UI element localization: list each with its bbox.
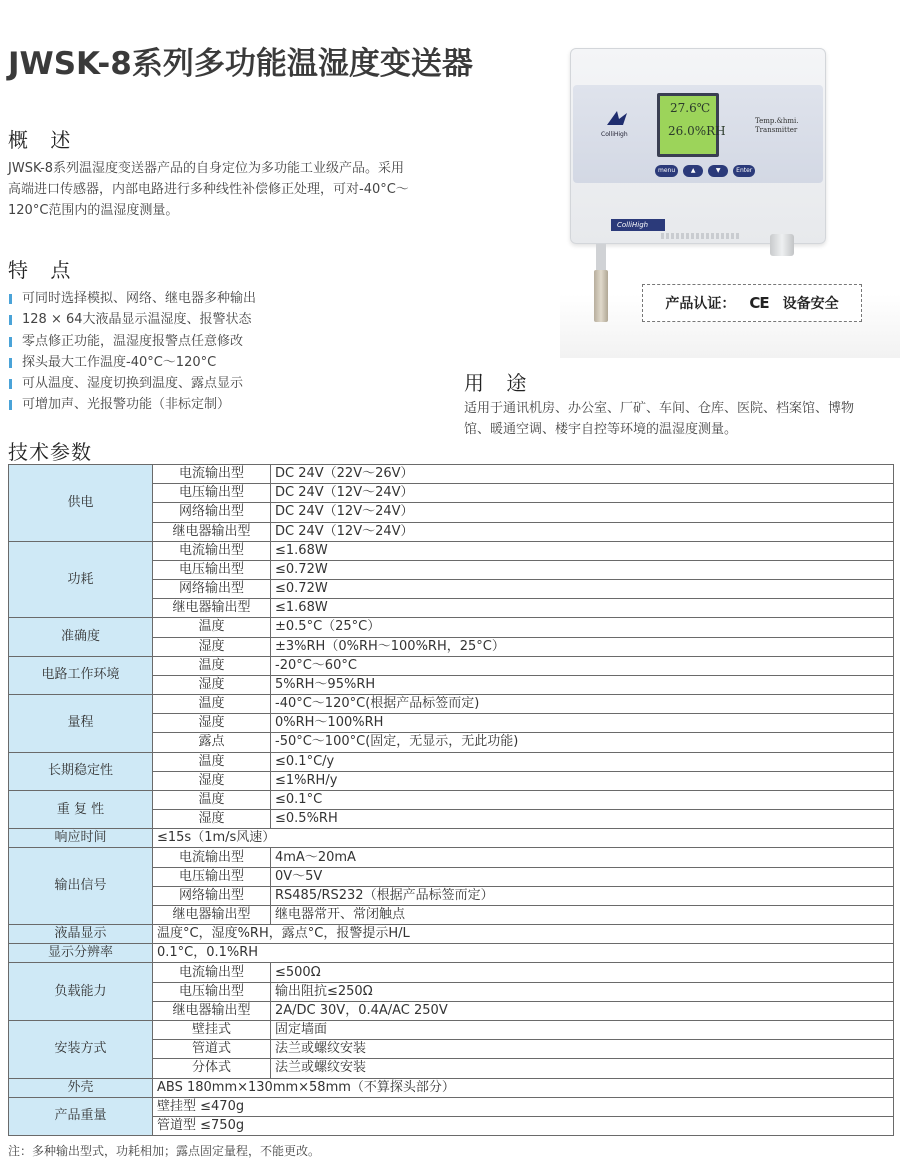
spec-subtype: 电压输出型 xyxy=(153,484,271,503)
feature-item: 可增加声、光报警功能（非标定制） xyxy=(8,394,256,415)
bottom-grill xyxy=(661,233,741,239)
spec-value: ABS 180mm×130mm×58mm（不算探头部分） xyxy=(153,1078,894,1097)
table-row xyxy=(9,656,894,675)
usage-line: 适用于通讯机房、办公室、厂矿、车间、仓库、医院、档案馆、博物 xyxy=(464,401,855,416)
spec-value: DC 24V（22V～26V） xyxy=(271,465,894,484)
spec-category: 安装方式 xyxy=(9,1020,153,1078)
spec-subtype: 湿度 xyxy=(153,637,271,656)
table-row xyxy=(9,541,894,560)
brand-logo-icon xyxy=(605,109,629,127)
spec-subtype: 湿度 xyxy=(153,714,271,733)
spec-value: ≤0.72W xyxy=(271,560,894,579)
spec-category: 响应时间 xyxy=(9,829,153,848)
spec-subtype: 电流输出型 xyxy=(153,963,271,982)
spec-subtype: 电压输出型 xyxy=(153,982,271,1001)
spec-value: ≤1.68W xyxy=(271,541,894,560)
spec-category: 功耗 xyxy=(9,541,153,618)
spec-subtype: 继电器输出型 xyxy=(153,599,271,618)
spec-subtype: 网络输出型 xyxy=(153,503,271,522)
spec-subtype: 网络输出型 xyxy=(153,886,271,905)
device-label-line: Transmitter xyxy=(755,126,798,134)
overview-line: JWSK-8系列温湿度变送器产品的自身定位为多功能工业级产品。采用 xyxy=(8,161,405,176)
sensor-probe xyxy=(594,270,608,322)
features-list xyxy=(8,288,256,416)
spec-value: 0.1°C，0.1%RH xyxy=(153,944,894,963)
spec-value: ≤15s（1m/s风速） xyxy=(153,829,894,848)
table-row xyxy=(9,925,894,944)
spec-value: 0%RH～100%RH xyxy=(271,714,894,733)
table-row xyxy=(9,1097,894,1116)
spec-value: 管道型 ≤750g xyxy=(153,1116,894,1135)
feature-item: 128 × 64大液晶显示温湿度、报警状态 xyxy=(8,309,256,330)
spec-value: 输出阻抗≤250Ω xyxy=(271,982,894,1001)
device-buttons xyxy=(655,165,755,177)
spec-value: 温度°C，湿度%RH，露点°C，报警提示H/L xyxy=(153,925,894,944)
spec-subtype: 电流输出型 xyxy=(153,541,271,560)
spec-value: ≤1%RH/y xyxy=(271,771,894,790)
spec-category: 长期稳定性 xyxy=(9,752,153,790)
spec-value: 0V～5V xyxy=(271,867,894,886)
spec-subtype: 温度 xyxy=(153,618,271,637)
transmitter-device xyxy=(570,48,826,244)
spec-value: 固定墙面 xyxy=(271,1020,894,1039)
spec-value: 法兰或螺纹安装 xyxy=(271,1059,894,1078)
brand-text: ColliHigh xyxy=(601,131,628,138)
device-label xyxy=(755,117,798,135)
spec-value: RS485/RS232（根据产品标签而定） xyxy=(271,886,894,905)
spec-value: 5%RH～95%RH xyxy=(271,675,894,694)
table-row xyxy=(9,752,894,771)
spec-value: ≤0.72W xyxy=(271,580,894,599)
spec-value: DC 24V（12V～24V） xyxy=(271,503,894,522)
lcd-display xyxy=(657,93,726,157)
spec-value: -50°C～100°C(固定，无显示，无此功能) xyxy=(271,733,894,752)
spec-subtype: 温度 xyxy=(153,790,271,809)
table-row xyxy=(9,618,894,637)
page-title: JWSK-8系列多功能温湿度变送器 xyxy=(8,46,473,82)
certification-label: 产品认证： xyxy=(665,296,736,312)
spec-category: 电路工作环境 xyxy=(9,656,153,694)
spec-value: ≤1.68W xyxy=(271,599,894,618)
overview-line: 高端进口传感器，内部电路进行多种线性补偿修正处理，可对-40°C～ xyxy=(8,182,409,197)
spec-heading: 技术参数 xyxy=(8,440,92,464)
spec-value: ≤0.5%RH xyxy=(271,810,894,829)
spec-subtype: 湿度 xyxy=(153,810,271,829)
spec-value: DC 24V（12V～24V） xyxy=(271,522,894,541)
spec-subtype: 温度 xyxy=(153,656,271,675)
spec-subtype: 继电器输出型 xyxy=(153,1001,271,1020)
device-enter-button: Enter xyxy=(733,165,755,177)
table-row xyxy=(9,465,894,484)
spec-subtype: 分体式 xyxy=(153,1059,271,1078)
spec-subtype: 电压输出型 xyxy=(153,867,271,886)
table-row xyxy=(9,848,894,867)
footnote: 注：多种输出型式，功耗相加；露点固定量程，不能更改。 xyxy=(8,1144,321,1158)
table-row xyxy=(9,829,894,848)
spec-value: 4mA～20mA xyxy=(271,848,894,867)
usage-heading: 用 途 xyxy=(464,371,535,395)
table-row xyxy=(9,790,894,809)
spec-value: DC 24V（12V～24V） xyxy=(271,484,894,503)
overview-heading: 概 述 xyxy=(8,128,79,152)
cable-gland xyxy=(770,234,794,256)
spec-subtype: 电压输出型 xyxy=(153,560,271,579)
spec-value: ≤500Ω xyxy=(271,963,894,982)
spec-subtype: 湿度 xyxy=(153,675,271,694)
lcd-temperature: 27.6℃ xyxy=(670,101,711,115)
spec-value: 法兰或螺纹安装 xyxy=(271,1040,894,1059)
spec-table xyxy=(8,464,894,1136)
certification-text: 设备安全 xyxy=(782,296,839,312)
spec-category: 输出信号 xyxy=(9,848,153,925)
spec-subtype: 壁挂式 xyxy=(153,1020,271,1039)
device-down-button: ▼ xyxy=(708,165,728,177)
spec-category: 显示分辨率 xyxy=(9,944,153,963)
spec-subtype: 网络输出型 xyxy=(153,580,271,599)
spec-value: 2A/DC 30V，0.4A/AC 250V xyxy=(271,1001,894,1020)
device-up-button: ▲ xyxy=(683,165,703,177)
spec-value: ±0.5°C（25°C） xyxy=(271,618,894,637)
spec-subtype: 继电器输出型 xyxy=(153,905,271,924)
spec-subtype: 电流输出型 xyxy=(153,465,271,484)
spec-value: ≤0.1°C/y xyxy=(271,752,894,771)
spec-category: 液晶显示 xyxy=(9,925,153,944)
feature-item: 零点修正功能，温湿度报警点任意修改 xyxy=(8,331,256,352)
brand-tag: ColliHigh xyxy=(611,219,665,231)
spec-subtype: 湿度 xyxy=(153,771,271,790)
spec-category: 供电 xyxy=(9,465,153,542)
feature-item: 探头最大工作温度-40°C～120°C xyxy=(8,352,256,373)
usage-line: 馆、暖通空调、楼宇自控等环境的温湿度测量。 xyxy=(464,422,738,437)
spec-category: 负载能力 xyxy=(9,963,153,1021)
spec-value: ≤0.1°C xyxy=(271,790,894,809)
usage-text xyxy=(464,398,898,440)
table-row xyxy=(9,944,894,963)
spec-subtype: 电流输出型 xyxy=(153,848,271,867)
spec-value: -20°C～60°C xyxy=(271,656,894,675)
spec-subtype: 管道式 xyxy=(153,1040,271,1059)
device-label-line: Temp.&hmi. xyxy=(755,117,799,125)
overview-text xyxy=(8,158,448,221)
spec-value: -40°C～120°C(根据产品标签而定) xyxy=(271,695,894,714)
spec-category: 产品重量 xyxy=(9,1097,153,1135)
lcd-humidity: 26.0%RH xyxy=(668,124,726,138)
spec-subtype: 继电器输出型 xyxy=(153,522,271,541)
device-menu-button: menu xyxy=(655,165,678,177)
spec-category: 外壳 xyxy=(9,1078,153,1097)
table-row xyxy=(9,1020,894,1039)
overview-line: 120°C范围内的温湿度测量。 xyxy=(8,203,179,218)
spec-value: 壁挂型 ≤470g xyxy=(153,1097,894,1116)
spec-value: ±3%RH（0%RH～100%RH，25°C） xyxy=(271,637,894,656)
ce-mark-icon: CE xyxy=(749,294,769,312)
table-row xyxy=(9,1078,894,1097)
feature-item: 可从温度、湿度切换到温度、露点显示 xyxy=(8,373,256,394)
features-heading: 特 点 xyxy=(8,258,79,282)
table-row xyxy=(9,695,894,714)
spec-value: 继电器常开、常闭触点 xyxy=(271,905,894,924)
spec-category: 量程 xyxy=(9,695,153,753)
spec-subtype: 温度 xyxy=(153,752,271,771)
certification-box xyxy=(642,284,862,322)
spec-category: 重 复 性 xyxy=(9,790,153,828)
table-row xyxy=(9,963,894,982)
probe-stem xyxy=(596,244,606,270)
spec-category: 准确度 xyxy=(9,618,153,656)
spec-subtype: 温度 xyxy=(153,695,271,714)
spec-subtype: 露点 xyxy=(153,733,271,752)
feature-item: 可同时选择模拟、网络、继电器多种输出 xyxy=(8,288,256,309)
